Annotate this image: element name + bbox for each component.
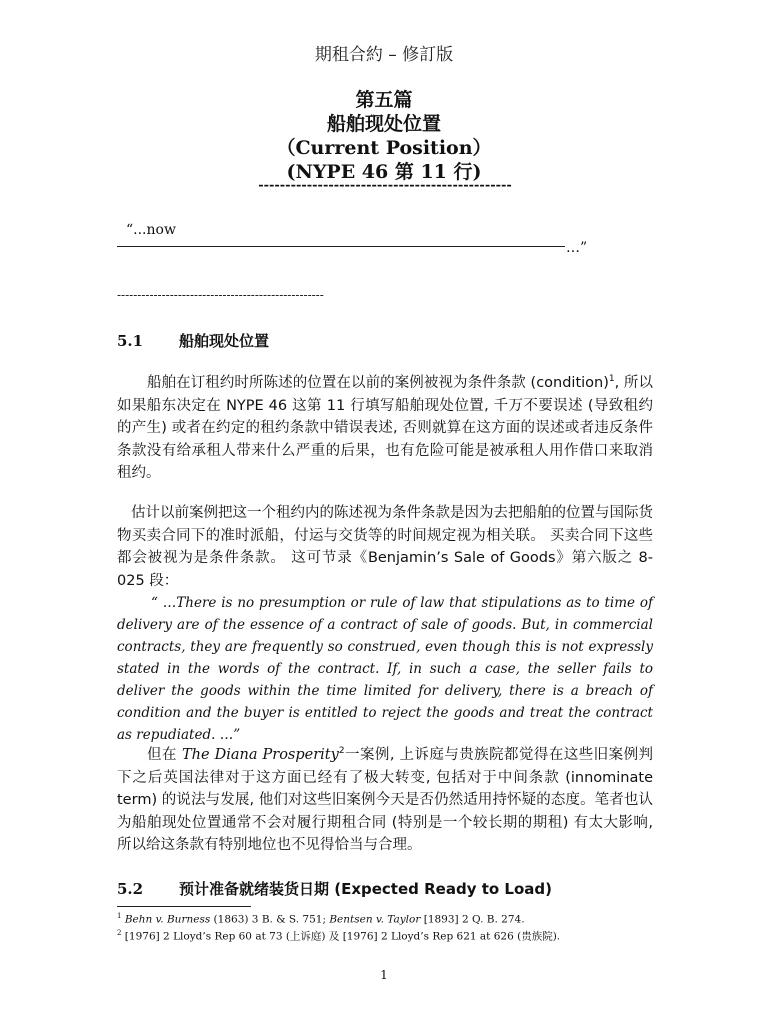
- section-separator: ---------------------------------------------------: [117, 288, 324, 302]
- citation: [1893] 2 Q. B. 274.: [420, 913, 525, 926]
- chapter-number: 第五篇: [355, 89, 413, 111]
- paragraph-2: 估计以前案例把这一个租约内的陈述视为条件条款是因为去把船舶的位置与国际货物买卖合同下的准时派船，付运与交货等的时间规定视为相关联。 买卖合同下这些都会被视为是条件条款。 这可节录《Benjamin’s Sale of Goods》第六版之 8-025 段：: [117, 505, 653, 589]
- clause-quote-open: “...now: [126, 222, 176, 238]
- citation: (1863) 3 B. & S. 751;: [210, 913, 330, 926]
- footnote-number: 2: [117, 928, 122, 937]
- footnote-number: 1: [117, 912, 122, 920]
- footnote-ref-1[interactable]: 1: [608, 374, 615, 385]
- footnote-divider: [117, 906, 251, 907]
- benjamin-quote: “ …There is no presumption or rule of law that stipulations as to time of delivery are of the essence of a contract of sale of goods. But, in commercial contracts, they are frequently so construed, even though this is not expressly stated in the words of the contract. If, in such a case, the seller fails to deliver the goods within the time limited for delivery, there is a breach of condition and the buyer is entitled to reject the goods and treat the contract as repudiated. …”: [117, 595, 653, 743]
- footnote-2: [117, 927, 677, 944]
- footnote-ref-2[interactable]: 2: [338, 746, 345, 757]
- footnote-1: [117, 910, 677, 927]
- section-number: 5.1: [117, 332, 144, 350]
- section-title: 船舶现处位置: [179, 332, 270, 350]
- section-number: 5.2: [117, 880, 144, 898]
- case-name: Bentsen v. Taylor: [329, 913, 421, 926]
- case-name: Behn v. Burness: [124, 913, 211, 926]
- footnotes: [117, 910, 677, 943]
- chapter-title-block: [0, 88, 768, 184]
- running-header: 期租合約 – 修訂版: [314, 45, 454, 65]
- paragraph-1: [117, 372, 653, 485]
- clause-blank-line: [117, 246, 565, 247]
- paragraph-3: [117, 744, 653, 857]
- chapter-title-en: （Current Position）: [276, 137, 492, 159]
- paragraph-text: 但在: [147, 747, 182, 763]
- title-separator: -----------------------------------------------: [258, 178, 512, 193]
- paragraph-text: 一案例, 上诉庭与贵族院都觉得在这些旧案例判下之后英国法律对于这方面已经有了极大转变, 包括对于中间条款 (innominate term) 的说法与发展, 他们对这些旧案例今天是否仍然适用持怀疑的态度。笔者也认为船舶现处位置通常不会对履行期租合同 (特别是一个较长期的期租) 有太大影响, 所以给这条款有特别地位也不见得恰当与合理。: [117, 747, 654, 853]
- page-number: 1: [380, 968, 388, 982]
- paragraph-text: , 所以如果船东决定在 NYPE 46 这第 11 行填写船舶现处位置, 千万不要误述 (导致租约的产生) 或者在约定的租约条款中错误表述, 否则就算在这方面的误述或者违反条件条款没有给承租人带来什么严重的后果，也有危险可能是被承租人用作借口来取消租约。: [117, 375, 654, 481]
- chapter-title-cn: 船舶现处位置: [326, 113, 441, 135]
- section-heading-5-1: [117, 330, 269, 351]
- clause-quote-ellipsis: …”: [566, 240, 588, 256]
- chapter-clause-ref: (NYPE 46 第 11 行): [286, 161, 482, 183]
- paragraph-text: 船舶在订租约时所陈述的位置在以前的案例被视为条件条款 (condition): [147, 375, 609, 391]
- section-heading-5-2: [117, 878, 552, 899]
- case-name: The Diana Prosperity: [181, 747, 339, 763]
- section-title: 预计准备就绪装货日期 (Expected Ready to Load): [179, 880, 552, 898]
- citation: [1976] 2 Lloyd’s Rep 60 at 73 (上诉庭) 及 [1976] 2 Lloyd’s Rep 621 at 626 (贵族院).: [121, 930, 561, 942]
